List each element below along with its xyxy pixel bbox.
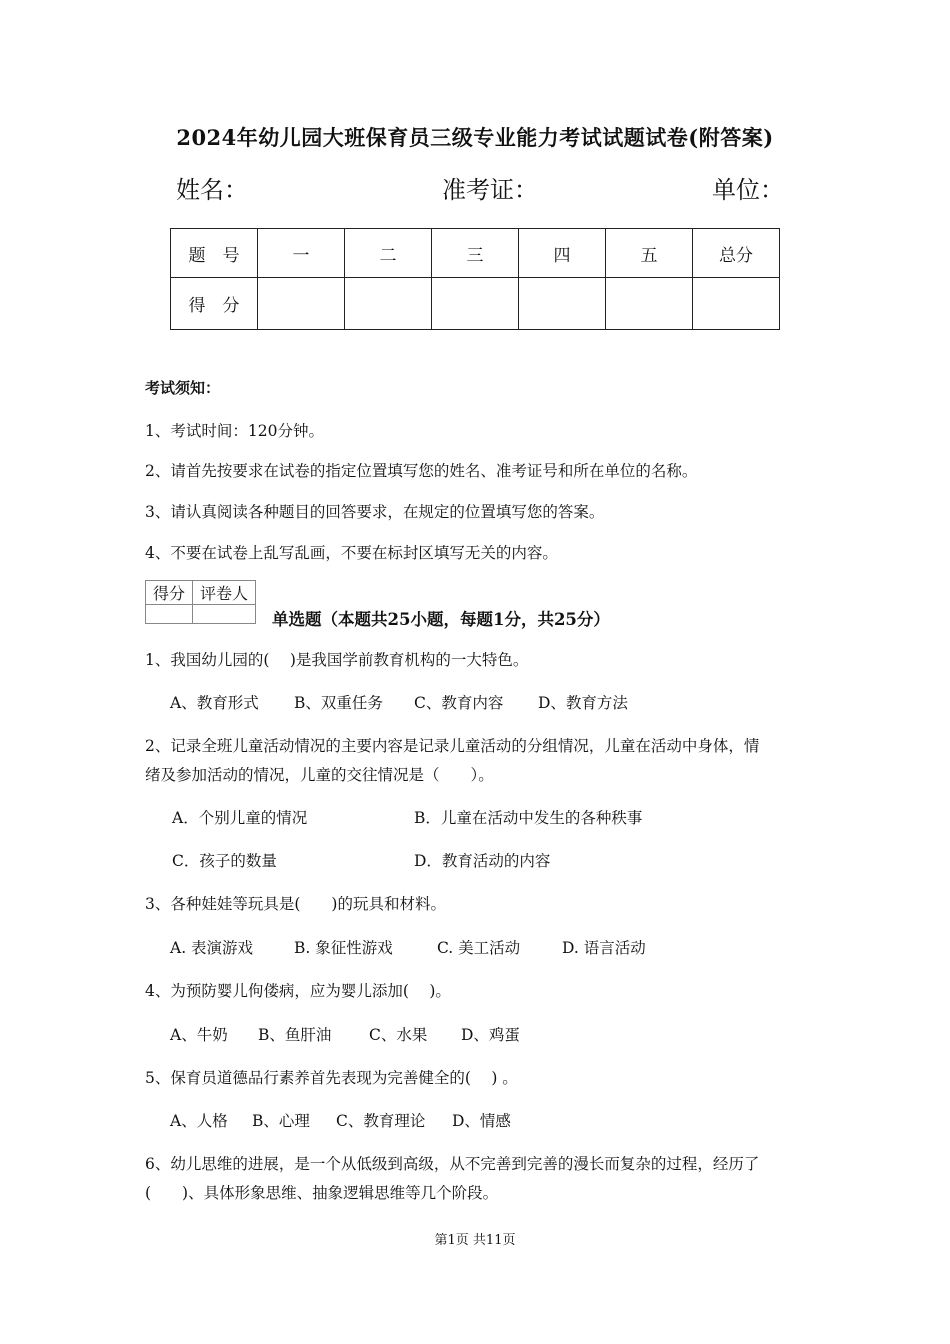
score-header-cell: 五 [606, 229, 693, 278]
grader-score-cell[interactable] [146, 605, 193, 624]
q1-option-b: B、双重任务 [294, 694, 383, 712]
score-table-header-row [171, 229, 780, 278]
name-label: 姓名： [176, 176, 248, 204]
question-2-text-line2: 绪及参加活动的情况，儿童的交往情况是（ ）。 [145, 766, 494, 784]
score-header-cell: 题 号 [171, 229, 258, 278]
q4-option-d: D、鸡蛋 [461, 1026, 520, 1044]
q5-option-d: D、情感 [452, 1112, 511, 1130]
q2-option-a: A．个别儿童的情况 [172, 809, 308, 827]
score-cell[interactable] [432, 278, 519, 330]
score-header-cell: 四 [519, 229, 606, 278]
question-6-text-line1: 6、幼儿思维的进展，是一个从低级到高级，从不完善到完善的漫长而复杂的过程，经历了 [145, 1155, 760, 1173]
question-6-text-line2: ( )、具体形象思维、抽象逻辑思维等几个阶段。 [145, 1184, 499, 1202]
notice-item: 1、考试时间：120分钟。 [145, 422, 324, 440]
score-row-label: 得 分 [171, 278, 258, 330]
section-title: 单选题（本题共25小题，每题1分，共25分） [272, 610, 610, 629]
q1-option-a: A、教育形式 [170, 694, 259, 712]
q2-option-d: D．教育活动的内容 [414, 852, 551, 870]
score-table [170, 228, 780, 330]
grader-score-label: 得分 [146, 581, 193, 605]
q4-option-b: B、鱼肝油 [258, 1026, 332, 1044]
q5-option-a: A、人格 [170, 1112, 228, 1130]
q2-option-c: C．孩子的数量 [172, 852, 277, 870]
score-header-cell: 三 [432, 229, 519, 278]
grader-box [145, 580, 256, 624]
q5-option-b: B、心理 [252, 1112, 310, 1130]
score-cell[interactable] [258, 278, 345, 330]
page-title: 2024年幼儿园大班保育员三级专业能力考试试题试卷(附答案) [176, 125, 774, 150]
score-table-score-row [171, 278, 780, 330]
notice-item: 2、请首先按要求在试卷的指定位置填写您的姓名、准考证号和所在单位的名称。 [145, 462, 698, 480]
question-3-text: 3、各种娃娃等玩具是( )的玩具和材料。 [145, 895, 446, 913]
q3-option-c: C. 美工活动 [437, 939, 521, 957]
notice-heading: 考试须知： [145, 379, 221, 397]
q4-option-a: A、牛奶 [170, 1026, 228, 1044]
q3-option-a: A. 表演游戏 [170, 939, 254, 957]
q3-option-b: B. 象征性游戏 [294, 939, 393, 957]
question-1-text: 1、我国幼儿园的( )是我国学前教育机构的一大特色。 [145, 651, 529, 669]
unit-label: 单位： [712, 176, 784, 204]
score-cell[interactable] [345, 278, 432, 330]
question-5-text: 5、保育员道德品行素养首先表现为完善健全的( ) 。 [145, 1069, 518, 1087]
q2-option-b: B．儿童在活动中发生的各种秩事 [414, 809, 643, 827]
grader-name-cell[interactable] [193, 605, 256, 624]
q3-option-d: D. 语言活动 [562, 939, 646, 957]
score-header-cell: 总分 [693, 229, 780, 278]
score-cell[interactable] [693, 278, 780, 330]
question-4-text: 4、为预防婴儿佝偻病，应为婴儿添加( )。 [145, 982, 451, 1000]
score-header-cell: 一 [258, 229, 345, 278]
notice-item: 4、不要在试卷上乱写乱画，不要在标封区填写无关的内容。 [145, 544, 558, 562]
q5-option-c: C、教育理论 [336, 1112, 426, 1130]
exam-id-label: 准考证： [442, 176, 538, 204]
q1-option-d: D、教育方法 [538, 694, 628, 712]
score-cell[interactable] [606, 278, 693, 330]
question-2-text-line1: 2、记录全班儿童活动情况的主要内容是记录儿童活动的分组情况，儿童在活动中身体，情 [145, 737, 760, 755]
q4-option-c: C、水果 [369, 1026, 428, 1044]
q1-option-c: C、教育内容 [414, 694, 504, 712]
score-header-cell: 二 [345, 229, 432, 278]
score-cell[interactable] [519, 278, 606, 330]
grader-name-label: 评卷人 [193, 581, 256, 605]
notice-item: 3、请认真阅读各种题目的回答要求，在规定的位置填写您的答案。 [145, 503, 605, 521]
page-footer: 第1页 共11页 [434, 1233, 516, 1248]
